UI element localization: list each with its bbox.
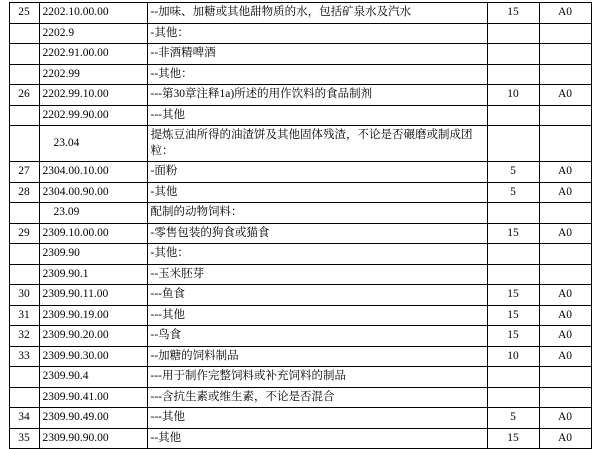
tariff-code-cell: 2304.00.10.00 (39, 162, 147, 183)
goods-description-cell (147, 223, 487, 244)
duty-rate-cell: 15 (487, 223, 539, 244)
goods-description-text: 配制的动物饲料： (150, 206, 243, 219)
duty-rate-cell (487, 387, 539, 408)
goods-description-cell (147, 105, 487, 126)
row-number-cell: 28 (9, 182, 39, 203)
table-row (9, 408, 591, 429)
duty-rate-cell: 15 (487, 305, 539, 326)
goods-description-cell (147, 244, 487, 265)
goods-description-cell (147, 367, 487, 388)
category-mark-cell: A0 (539, 428, 591, 449)
row-number-cell (9, 367, 39, 388)
table-row (9, 44, 591, 65)
goods-description-cell (147, 182, 487, 203)
tariff-code-cell: 2309.90.20.00 (39, 326, 147, 347)
duty-rate-cell (487, 64, 539, 85)
duty-rate-cell: 15 (487, 428, 539, 449)
table-row (9, 326, 591, 347)
category-mark-cell: A0 (539, 305, 591, 326)
category-mark-cell: A0 (539, 85, 591, 106)
goods-description-cell (147, 408, 487, 429)
category-mark-cell (539, 23, 591, 44)
tariff-code-cell: 2309.90.11.00 (39, 285, 147, 306)
table-row (9, 387, 591, 408)
row-number-cell (9, 126, 39, 162)
table-row (9, 285, 591, 306)
table-row (9, 126, 591, 162)
category-mark-cell (539, 367, 591, 388)
duty-rate-cell: 5 (487, 182, 539, 203)
tariff-code-cell: 23.09 (39, 203, 147, 224)
category-mark-cell: A0 (539, 162, 591, 183)
goods-description-text: -其他： (150, 247, 189, 260)
category-mark-cell (539, 105, 591, 126)
tariff-table (9, 2, 592, 449)
duty-rate-cell: 5 (487, 162, 539, 183)
category-mark-cell (539, 264, 591, 285)
goods-description-cell (147, 126, 487, 162)
category-mark-cell: A0 (539, 408, 591, 429)
tariff-code-cell: 2309.90.1 (39, 264, 147, 285)
table-row (9, 428, 591, 449)
duty-rate-cell (487, 105, 539, 126)
duty-rate-cell (487, 126, 539, 162)
tariff-code-cell: 2309.90.90.00 (39, 428, 147, 449)
goods-description-text: ---鱼食 (150, 288, 185, 301)
row-number-cell (9, 23, 39, 44)
duty-rate-cell (487, 203, 539, 224)
table-row (9, 105, 591, 126)
goods-description-cell (147, 44, 487, 65)
row-number-cell (9, 387, 39, 408)
goods-description-cell (147, 3, 487, 24)
goods-description-cell (147, 23, 487, 44)
tariff-code-cell: 23.04 (39, 126, 147, 162)
tariff-code-cell: 2202.99 (39, 64, 147, 85)
goods-description-text: ---第30章注释1a)所述的用作饮料的食品制剂 (150, 88, 373, 101)
category-mark-cell (539, 64, 591, 85)
row-number-cell: 34 (9, 408, 39, 429)
row-number-cell: 29 (9, 223, 39, 244)
category-mark-cell (539, 44, 591, 65)
duty-rate-cell (487, 44, 539, 65)
table-row (9, 346, 591, 367)
goods-description-text: -其他： (150, 26, 189, 39)
row-number-cell: 32 (9, 326, 39, 347)
tariff-code-cell: 2309.90.19.00 (39, 305, 147, 326)
category-mark-cell (539, 203, 591, 224)
table-row (9, 244, 591, 265)
goods-description-cell (147, 387, 487, 408)
goods-description-text: ---其他 (150, 108, 185, 121)
category-mark-cell (539, 244, 591, 265)
table-row (9, 305, 591, 326)
goods-description-text: --加糖的饲料制品 (150, 349, 239, 362)
row-number-cell (9, 44, 39, 65)
goods-description-cell (147, 428, 487, 449)
tariff-code-cell: 2202.99.10.00 (39, 85, 147, 106)
duty-rate-cell: 10 (487, 346, 539, 367)
goods-description-cell (147, 346, 487, 367)
tariff-code-cell: 2309.90.4 (39, 367, 147, 388)
table-row (9, 3, 591, 24)
row-number-cell (9, 244, 39, 265)
table-row (9, 203, 591, 224)
goods-description-cell (147, 285, 487, 306)
table-row (9, 223, 591, 244)
duty-rate-cell (487, 367, 539, 388)
duty-rate-cell: 15 (487, 285, 539, 306)
tariff-table-body (9, 3, 591, 449)
table-row (9, 23, 591, 44)
goods-description-text: --其他 (150, 431, 182, 444)
goods-description-text: ---含抗生素或维生素，不论是否混合 (150, 390, 335, 403)
row-number-cell: 31 (9, 305, 39, 326)
table-row (9, 64, 591, 85)
category-mark-cell: A0 (539, 3, 591, 24)
row-number-cell: 27 (9, 162, 39, 183)
tariff-code-cell: 2304.00.90.00 (39, 182, 147, 203)
row-number-cell (9, 203, 39, 224)
table-row (9, 85, 591, 106)
tariff-code-cell: 2202.9 (39, 23, 147, 44)
goods-description-text: --加味、加糖或其他甜物质的水，包括矿泉水及汽水 (150, 6, 412, 18)
row-number-cell: 33 (9, 346, 39, 367)
goods-description-text: -零售包装的狗食或猫食 (150, 226, 270, 239)
category-mark-cell: A0 (539, 326, 591, 347)
row-number-cell: 26 (9, 85, 39, 106)
goods-description-text: 提炼豆油所得的油渣饼及其他固体残渣，不论是否碾磨或制成团粒： (150, 129, 473, 157)
table-row (9, 264, 591, 285)
tariff-code-cell: 2309.10.00.00 (39, 223, 147, 244)
row-number-cell (9, 64, 39, 85)
goods-description-text: -其他 (150, 185, 178, 198)
goods-description-text: ---用于制作完整饲料或补充饲料的制品 (150, 370, 346, 383)
duty-rate-cell (487, 23, 539, 44)
tariff-code-cell: 2202.99.90.00 (39, 105, 147, 126)
tariff-code-cell: 2309.90.30.00 (39, 346, 147, 367)
duty-rate-cell (487, 264, 539, 285)
row-number-cell: 25 (9, 3, 39, 24)
duty-rate-cell: 5 (487, 408, 539, 429)
goods-description-text: --其他： (150, 67, 193, 80)
goods-description-cell (147, 85, 487, 106)
duty-rate-cell: 15 (487, 3, 539, 24)
goods-description-text: ---其他 (150, 308, 185, 321)
duty-rate-cell: 15 (487, 326, 539, 347)
tariff-code-cell: 2309.90 (39, 244, 147, 265)
row-number-cell (9, 105, 39, 126)
goods-description-text: --非酒精啤酒 (150, 47, 216, 60)
tariff-code-cell: 2202.91.00.00 (39, 44, 147, 65)
row-number-cell (9, 264, 39, 285)
row-number-cell: 30 (9, 285, 39, 306)
category-mark-cell: A0 (539, 182, 591, 203)
category-mark-cell: A0 (539, 223, 591, 244)
goods-description-cell (147, 305, 487, 326)
category-mark-cell: A0 (539, 285, 591, 306)
category-mark-cell: A0 (539, 346, 591, 367)
goods-description-cell (147, 64, 487, 85)
tariff-code-cell: 2202.10.00.00 (39, 3, 147, 24)
goods-description-text: -面粉 (150, 165, 178, 178)
duty-rate-cell: 10 (487, 85, 539, 106)
table-row (9, 182, 591, 203)
category-mark-cell (539, 387, 591, 408)
tariff-code-cell: 2309.90.41.00 (39, 387, 147, 408)
goods-description-text: ---其他 (150, 411, 185, 424)
goods-description-cell (147, 203, 487, 224)
goods-description-text: --鸟食 (150, 329, 182, 342)
category-mark-cell (539, 126, 591, 162)
tariff-code-cell: 2309.90.49.00 (39, 408, 147, 429)
table-row (9, 162, 591, 183)
goods-description-cell (147, 326, 487, 347)
goods-description-cell (147, 264, 487, 285)
table-row (9, 367, 591, 388)
goods-description-text: --玉米胚芽 (150, 267, 205, 280)
row-number-cell: 35 (9, 428, 39, 449)
goods-description-cell (147, 162, 487, 183)
duty-rate-cell (487, 244, 539, 265)
